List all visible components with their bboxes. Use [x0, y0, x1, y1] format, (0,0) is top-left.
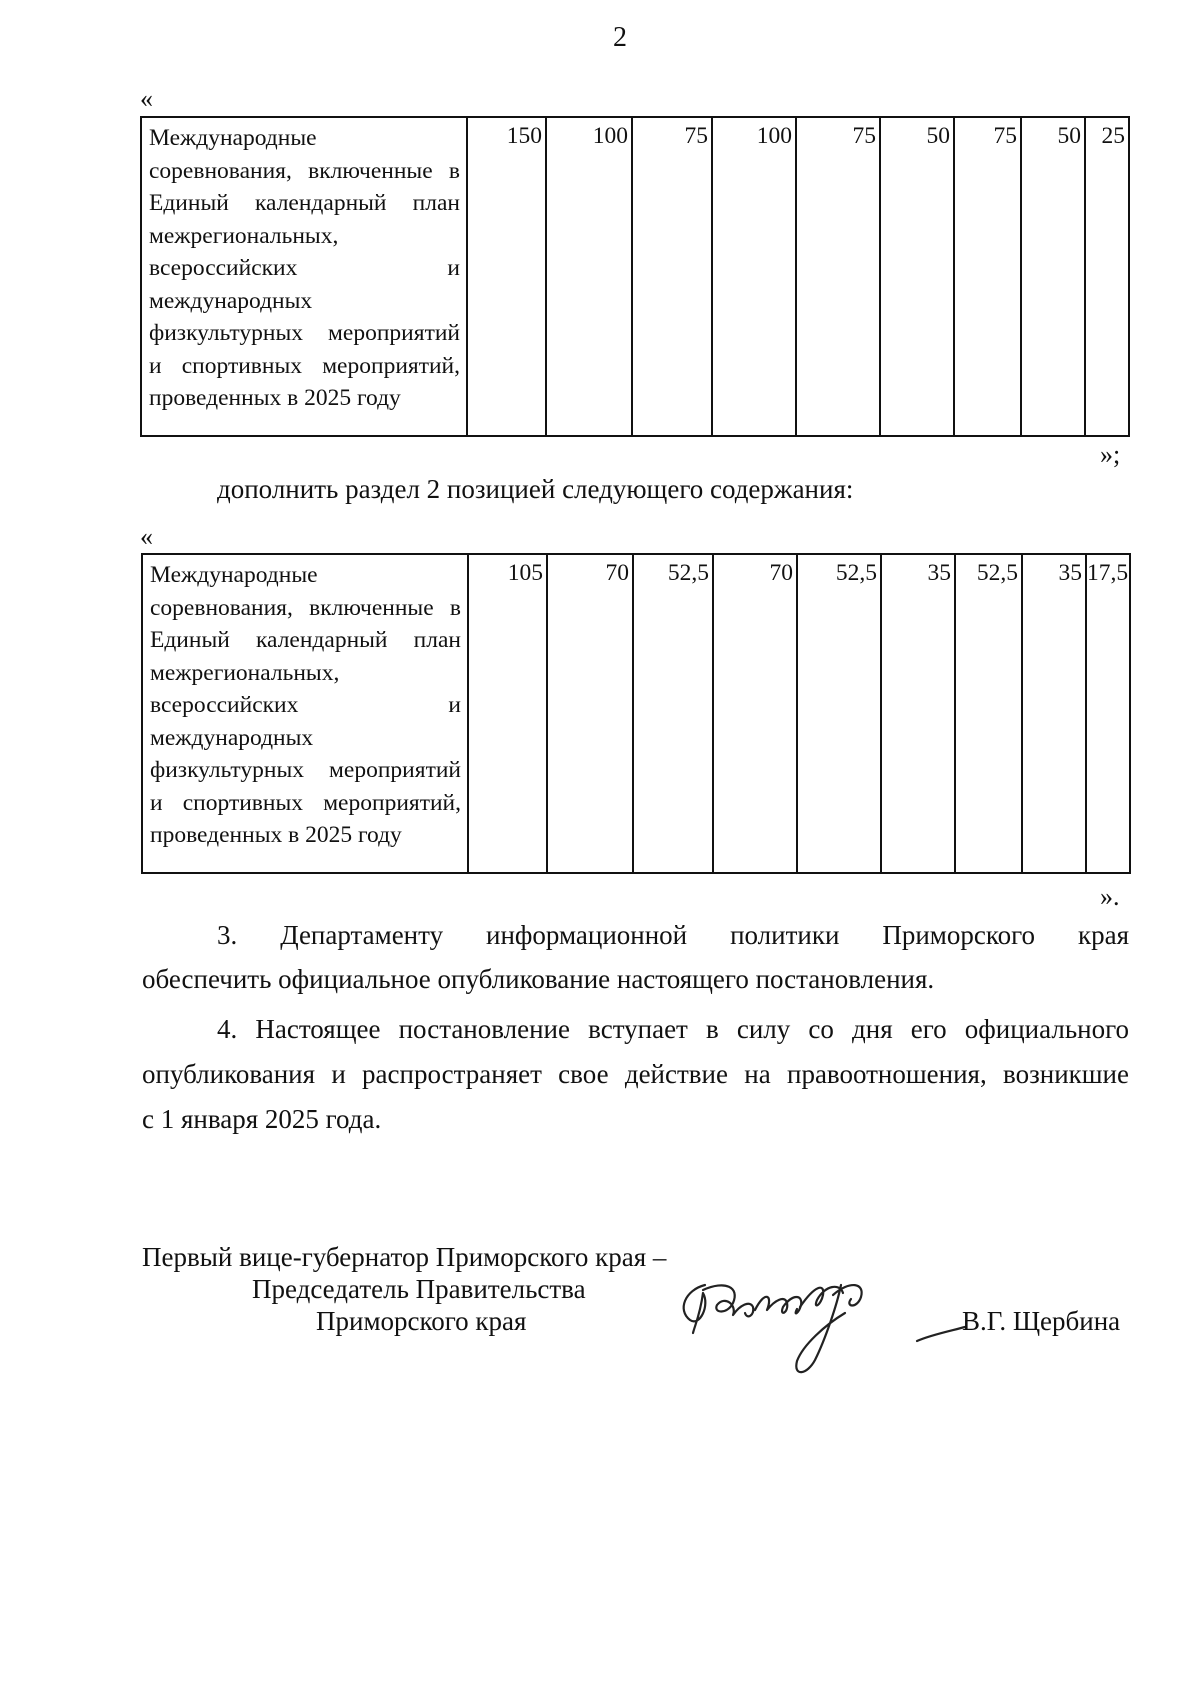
desc-line: всероссийских и — [149, 255, 460, 281]
value-cell: 70 — [713, 554, 797, 873]
value-cell: 52,5 — [955, 554, 1022, 873]
signatory-name: В.Г. Щербина — [962, 1306, 1121, 1336]
value-cell: 100 — [546, 117, 632, 436]
item3-line2: обеспечить официальное опубликование настоящего постановления. — [142, 964, 935, 994]
value-cell: 52,5 — [797, 554, 881, 873]
desc-line: межрегиональных, — [150, 659, 340, 686]
close-quote-semicolon: »; — [1100, 440, 1121, 469]
handwritten-signature — [665, 1265, 970, 1390]
intro-section-2: дополнить раздел 2 позицией следующего содержания: — [217, 474, 854, 504]
item4-line1: 4. Настоящее постановление вступает в силу со дня его официального — [217, 1014, 1129, 1044]
signatory-position-line1: Первый вице-губернатор Приморского края – — [142, 1242, 667, 1272]
desc-line: всероссийских и — [150, 692, 461, 718]
row-description — [142, 554, 468, 873]
desc-line: Единый календарный план — [150, 627, 461, 653]
close-quote-period: ». — [1100, 882, 1120, 911]
value-cell: 50 — [880, 117, 954, 436]
item3-line1: 3. Департаменту информационной политики Приморского края — [217, 920, 1129, 950]
item4-line2: опубликования и распространяет свое действие на правоотношения, возникшие — [142, 1059, 1129, 1089]
value-cell: 17,5 — [1086, 554, 1130, 873]
desc-line: межрегиональных, — [149, 222, 339, 249]
table-competitions-2025-section2 — [141, 553, 1131, 874]
desc-line: международных — [150, 724, 314, 751]
table-row — [142, 554, 1130, 873]
item4-line3: с 1 января 2025 года. — [142, 1104, 382, 1134]
desc-line: и спортивных мероприятий, — [149, 352, 460, 379]
page-number: 2 — [613, 22, 627, 53]
open-quote: « — [140, 522, 153, 551]
value-cell: 105 — [468, 554, 547, 873]
desc-line: проведенных в 2025 году — [150, 822, 402, 848]
row-description — [141, 117, 467, 436]
desc-line: физкультурных мероприятий — [150, 757, 461, 783]
desc-line: соревнования, включенные в — [149, 157, 460, 184]
desc-line: и спортивных мероприятий, — [150, 789, 461, 816]
value-cell: 52,5 — [633, 554, 713, 873]
value-cell: 75 — [954, 117, 1021, 436]
open-quote: « — [140, 84, 153, 113]
table-row — [141, 117, 1129, 436]
desc-line: физкультурных мероприятий — [149, 320, 460, 346]
value-cell: 100 — [712, 117, 796, 436]
value-cell: 75 — [796, 117, 880, 436]
value-cell: 75 — [632, 117, 712, 436]
desc-line: Международные — [149, 125, 317, 151]
value-cell: 25 — [1085, 117, 1129, 436]
signatory-position-line2: Председатель Правительства — [252, 1274, 586, 1304]
desc-line: Единый календарный план — [149, 190, 460, 216]
value-cell: 70 — [547, 554, 633, 873]
desc-line: проведенных в 2025 году — [149, 385, 401, 411]
table-competitions-2025 — [140, 116, 1130, 437]
value-cell: 35 — [1022, 554, 1086, 873]
value-cell: 50 — [1021, 117, 1085, 436]
desc-line: международных — [149, 287, 313, 314]
value-cell: 35 — [881, 554, 955, 873]
desc-line: Международные — [150, 562, 318, 588]
value-cell: 150 — [467, 117, 546, 436]
signatory-position-line3: Приморского края — [316, 1306, 527, 1336]
desc-line: соревнования, включенные в — [150, 594, 461, 621]
